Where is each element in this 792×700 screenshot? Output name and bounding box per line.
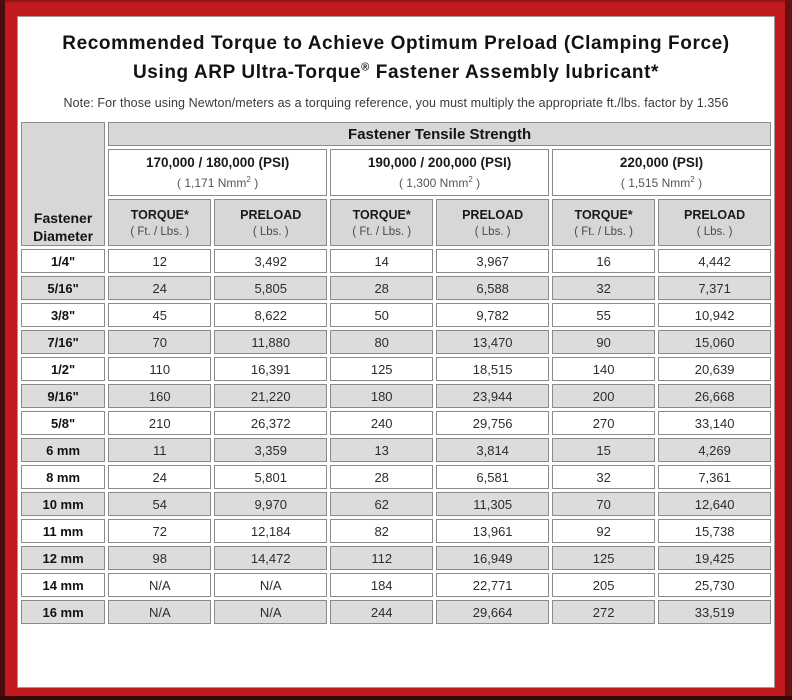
torque-value-cell: 13 bbox=[330, 438, 433, 462]
fastener-diameter-cell: 11 mm bbox=[21, 519, 105, 543]
torque-value-cell: 50 bbox=[330, 303, 433, 327]
torque-value-cell: 244 bbox=[330, 600, 433, 624]
preload-value-cell: 16,391 bbox=[214, 357, 327, 381]
header-block bbox=[18, 17, 774, 119]
preload-value-cell: 9,782 bbox=[436, 303, 549, 327]
preload-value-cell: 7,361 bbox=[658, 465, 771, 489]
fastener-diameter-cell: 5/8" bbox=[21, 411, 105, 435]
top-edge-strip bbox=[0, 0, 792, 2]
torque-value-cell: 55 bbox=[552, 303, 655, 327]
page-title bbox=[18, 30, 774, 87]
torque-value-cell: 210 bbox=[108, 411, 211, 435]
preload-value-cell: 3,359 bbox=[214, 438, 327, 462]
table-row bbox=[21, 357, 771, 381]
preload-value-cell: 33,140 bbox=[658, 411, 771, 435]
preload-column-header-3: PRELOAD ( Lbs. ) bbox=[658, 199, 771, 246]
torque-value-cell: 70 bbox=[108, 330, 211, 354]
preload-value-cell: 20,639 bbox=[658, 357, 771, 381]
preload-value-cell: 13,470 bbox=[436, 330, 549, 354]
torque-value-cell: 15 bbox=[552, 438, 655, 462]
table-row bbox=[21, 276, 771, 300]
preload-value-cell: 8,622 bbox=[214, 303, 327, 327]
preload-value-cell: 6,581 bbox=[436, 465, 549, 489]
torque-value-cell: 14 bbox=[330, 249, 433, 273]
preload-value-cell: 29,664 bbox=[436, 600, 549, 624]
content-panel bbox=[17, 16, 775, 688]
preload-value-cell: 33,519 bbox=[658, 600, 771, 624]
preload-value-cell: 14,472 bbox=[214, 546, 327, 570]
torque-value-cell: 110 bbox=[108, 357, 211, 381]
torque-value-cell: 90 bbox=[552, 330, 655, 354]
preload-value-cell: 18,515 bbox=[436, 357, 549, 381]
preload-value-cell: 3,814 bbox=[436, 438, 549, 462]
preload-value-cell: N/A bbox=[214, 573, 327, 597]
preload-value-cell: 15,738 bbox=[658, 519, 771, 543]
torque-value-cell: 70 bbox=[552, 492, 655, 516]
torque-value-cell: N/A bbox=[108, 600, 211, 624]
fastener-diameter-cell: 16 mm bbox=[21, 600, 105, 624]
preload-value-cell: 26,668 bbox=[658, 384, 771, 408]
preload-value-cell: 19,425 bbox=[658, 546, 771, 570]
torque-value-cell: 32 bbox=[552, 465, 655, 489]
torque-value-cell: 80 bbox=[330, 330, 433, 354]
preload-value-cell: 3,967 bbox=[436, 249, 549, 273]
table-row bbox=[21, 546, 771, 570]
fastener-diameter-cell: 8 mm bbox=[21, 465, 105, 489]
fastener-diameter-cell: 14 mm bbox=[21, 573, 105, 597]
bottom-edge-strip bbox=[0, 696, 792, 700]
torque-value-cell: 140 bbox=[552, 357, 655, 381]
fastener-diameter-cell: 1/2" bbox=[21, 357, 105, 381]
psi-group-header-3: 220,000 (PSI) ( 1,515 Nmm$^2$ ) bbox=[552, 149, 771, 196]
torque-value-cell: 205 bbox=[552, 573, 655, 597]
torque-value-cell: 28 bbox=[330, 276, 433, 300]
table-row bbox=[21, 384, 771, 408]
title-line-2: Using ARP Ultra-Torque® Fastener Assembly lubricant* bbox=[132, 61, 660, 83]
preload-value-cell: 10,942 bbox=[658, 303, 771, 327]
note-text: Note: For those using Newton/meters as a torquing reference, you must multiply the appropriate ft./lbs. factor by 1.356 bbox=[63, 96, 729, 110]
torque-column-header-3: TORQUE* ( Ft. / Lbs. ) bbox=[552, 199, 655, 246]
table-row bbox=[21, 573, 771, 597]
torque-value-cell: 28 bbox=[330, 465, 433, 489]
left-edge-strip bbox=[0, 0, 5, 700]
torque-value-cell: 98 bbox=[108, 546, 211, 570]
torque-value-cell: 82 bbox=[330, 519, 433, 543]
table-row bbox=[21, 303, 771, 327]
torque-table bbox=[18, 119, 774, 627]
torque-value-cell: 200 bbox=[552, 384, 655, 408]
torque-value-cell: 72 bbox=[108, 519, 211, 543]
torque-value-cell: 62 bbox=[330, 492, 433, 516]
fastener-diameter-cell: 3/8" bbox=[21, 303, 105, 327]
fastener-diameter-header: Fastener Diameter bbox=[21, 122, 105, 246]
preload-value-cell: 5,801 bbox=[214, 465, 327, 489]
preload-value-cell: 25,730 bbox=[658, 573, 771, 597]
fastener-diameter-cell: 12 mm bbox=[21, 546, 105, 570]
torque-value-cell: 92 bbox=[552, 519, 655, 543]
preload-value-cell: 11,305 bbox=[436, 492, 549, 516]
table-row bbox=[21, 519, 771, 543]
table-row bbox=[21, 411, 771, 435]
preload-value-cell: 26,372 bbox=[214, 411, 327, 435]
torque-value-cell: 24 bbox=[108, 276, 211, 300]
preload-value-cell: 23,944 bbox=[436, 384, 549, 408]
torque-value-cell: 270 bbox=[552, 411, 655, 435]
torque-value-cell: 125 bbox=[552, 546, 655, 570]
title-line-1: Recommended Torque to Achieve Optimum Preload (Clamping Force) bbox=[62, 33, 730, 54]
preload-value-cell: 13,961 bbox=[436, 519, 549, 543]
table-row bbox=[21, 492, 771, 516]
torque-value-cell: 12 bbox=[108, 249, 211, 273]
preload-value-cell: 22,771 bbox=[436, 573, 549, 597]
fastener-diameter-cell: 9/16" bbox=[21, 384, 105, 408]
torque-value-cell: 160 bbox=[108, 384, 211, 408]
torque-table-body bbox=[21, 249, 771, 624]
registered-trademark-symbol: ® bbox=[361, 61, 370, 74]
fastener-diameter-cell: 5/16" bbox=[21, 276, 105, 300]
torque-value-cell: 184 bbox=[330, 573, 433, 597]
preload-value-cell: 3,492 bbox=[214, 249, 327, 273]
psi-group-header-2: 190,000 / 200,000 (PSI) ( 1,300 Nmm$^2$ ) bbox=[330, 149, 549, 196]
preload-value-cell: 7,371 bbox=[658, 276, 771, 300]
fastener-diameter-cell: 1/4" bbox=[21, 249, 105, 273]
torque-value-cell: 45 bbox=[108, 303, 211, 327]
preload-value-cell: 9,970 bbox=[214, 492, 327, 516]
fastener-diameter-cell: 7/16" bbox=[21, 330, 105, 354]
table-row bbox=[21, 600, 771, 624]
torque-value-cell: 112 bbox=[330, 546, 433, 570]
preload-value-cell: 11,880 bbox=[214, 330, 327, 354]
table-row bbox=[21, 465, 771, 489]
torque-value-cell: 272 bbox=[552, 600, 655, 624]
preload-value-cell: 12,184 bbox=[214, 519, 327, 543]
preload-value-cell: 4,442 bbox=[658, 249, 771, 273]
tensile-strength-header: Fastener Tensile Strength bbox=[108, 122, 771, 146]
torque-value-cell: 180 bbox=[330, 384, 433, 408]
table-row bbox=[21, 249, 771, 273]
right-edge-strip bbox=[785, 0, 792, 700]
torque-value-cell: 125 bbox=[330, 357, 433, 381]
preload-value-cell: 16,949 bbox=[436, 546, 549, 570]
preload-column-header-1: PRELOAD ( Lbs. ) bbox=[214, 199, 327, 246]
table-row bbox=[21, 330, 771, 354]
preload-value-cell: 5,805 bbox=[214, 276, 327, 300]
table-row bbox=[21, 438, 771, 462]
torque-value-cell: 16 bbox=[552, 249, 655, 273]
fastener-diameter-cell: 10 mm bbox=[21, 492, 105, 516]
preload-value-cell: 15,060 bbox=[658, 330, 771, 354]
preload-value-cell: 6,588 bbox=[436, 276, 549, 300]
preload-value-cell: 12,640 bbox=[658, 492, 771, 516]
preload-value-cell: 4,269 bbox=[658, 438, 771, 462]
torque-column-header-1: TORQUE* ( Ft. / Lbs. ) bbox=[108, 199, 211, 246]
fastener-diameter-cell: 6 mm bbox=[21, 438, 105, 462]
preload-value-cell: 29,756 bbox=[436, 411, 549, 435]
torque-column-header-2: TORQUE* ( Ft. / Lbs. ) bbox=[330, 199, 433, 246]
preload-column-header-2: PRELOAD ( Lbs. ) bbox=[436, 199, 549, 246]
torque-value-cell: 240 bbox=[330, 411, 433, 435]
torque-value-cell: 24 bbox=[108, 465, 211, 489]
torque-value-cell: 11 bbox=[108, 438, 211, 462]
preload-value-cell: 21,220 bbox=[214, 384, 327, 408]
torque-value-cell: 54 bbox=[108, 492, 211, 516]
preload-value-cell: N/A bbox=[214, 600, 327, 624]
torque-value-cell: 32 bbox=[552, 276, 655, 300]
psi-group-header-1: 170,000 / 180,000 (PSI) ( 1,171 Nmm$^2$ ) bbox=[108, 149, 327, 196]
torque-value-cell: N/A bbox=[108, 573, 211, 597]
